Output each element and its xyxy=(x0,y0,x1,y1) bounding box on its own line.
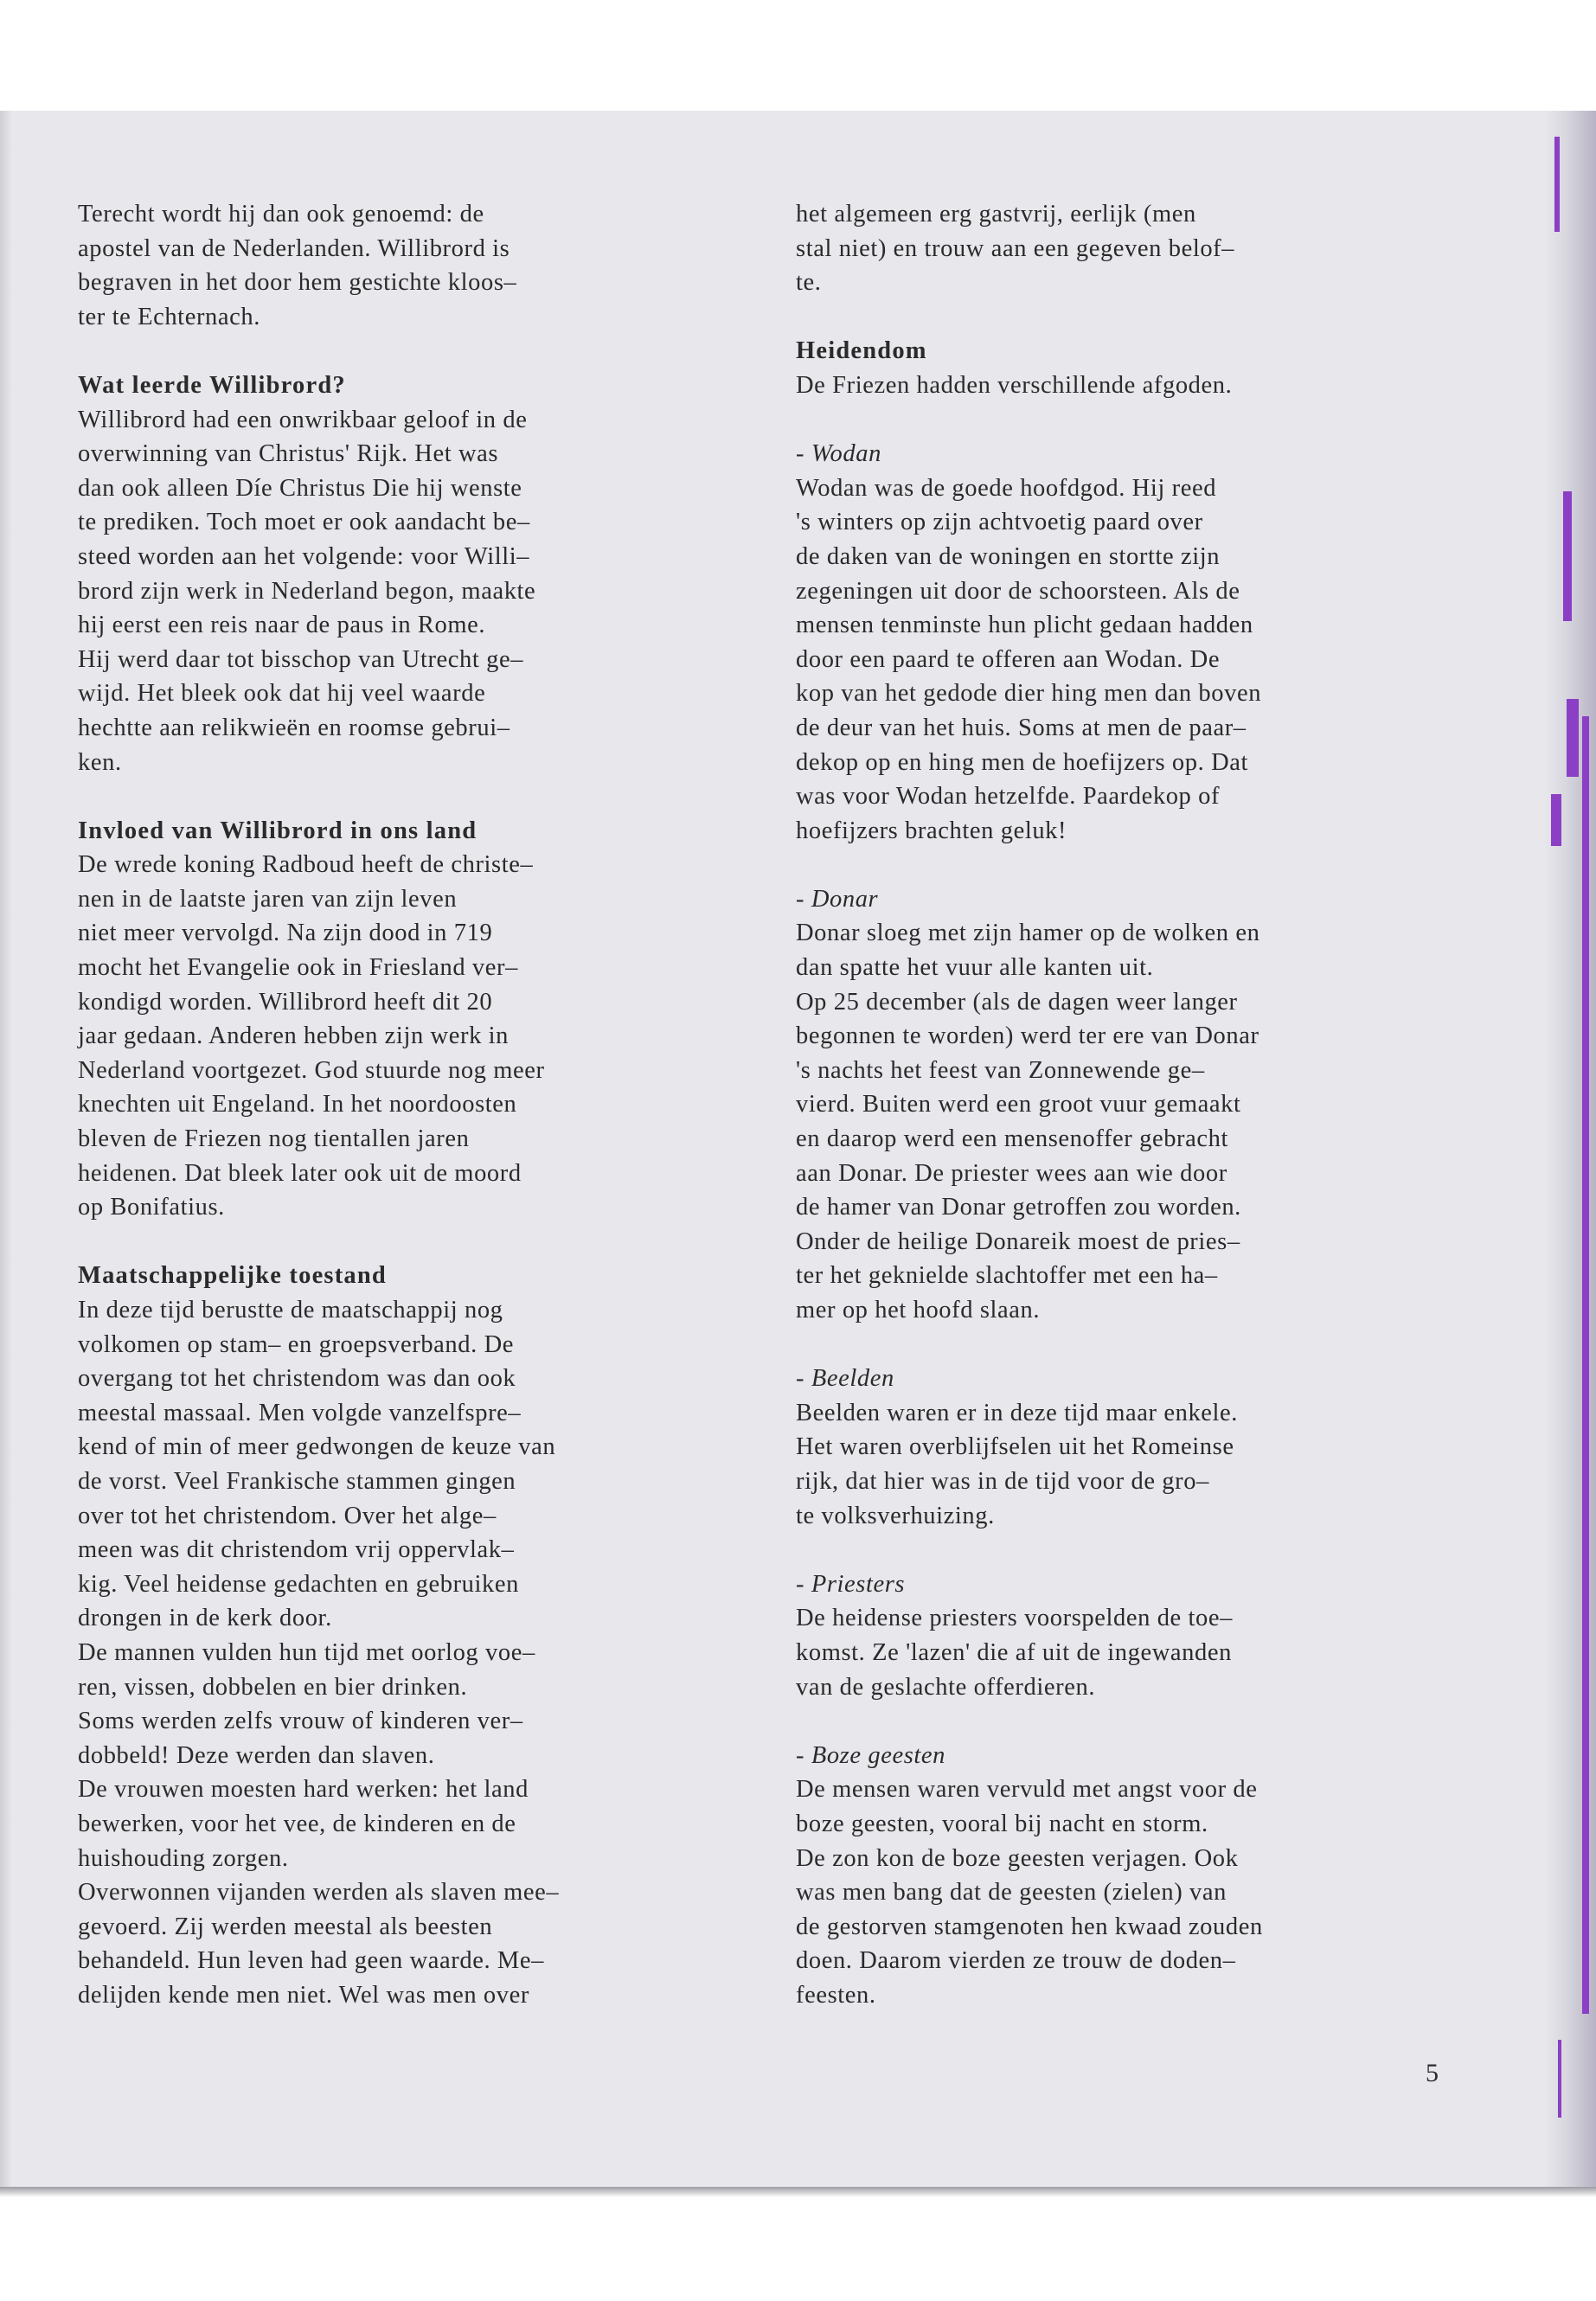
text-line: begonnen te worden) werd ter ere van Donar xyxy=(796,1022,1259,1050)
text-line: dan ook alleen Díe Christus Die hij wenste xyxy=(78,474,522,502)
text-line: nen in de laatste jaren van zijn leven xyxy=(78,885,458,913)
paragraph-gap xyxy=(796,1533,1453,1567)
text-line: Het waren overblijfselen uit het Romeinse xyxy=(796,1433,1234,1461)
text-line: 's nachts het feest van Zonnewende ge– xyxy=(796,1056,1205,1084)
text-line: Onder de heilige Donareik moest de pries– xyxy=(796,1227,1240,1255)
text-line: brord zijn werk in Nederland begon, maakte xyxy=(78,577,536,605)
paragraph-gap xyxy=(796,403,1453,438)
text-line: Soms werden zelfs vrouw of kinderen ver– xyxy=(78,1708,523,1735)
text-line: te prediken. Toch moet er ook aandacht be– xyxy=(78,509,530,536)
paragraph-gap xyxy=(78,334,748,369)
text-line: Overwonnen vijanden werden als slaven mee– xyxy=(78,1879,560,1907)
text-line: 's winters op zijn achtvoetig paard over xyxy=(796,509,1203,536)
paragraph-gap xyxy=(78,1225,748,1259)
text-line: doen. Daarom vierden ze trouw de doden– xyxy=(796,1947,1236,1975)
book-spine-edge xyxy=(1544,111,1596,2187)
text-line: ren, vissen, dobbelen en bier drinken. xyxy=(78,1673,468,1701)
paragraph-gap xyxy=(796,1328,1453,1362)
page-bottom-shadow xyxy=(0,2187,1596,2197)
text-line: kondigd worden. Willibrord heeft dit 20 xyxy=(78,988,493,1016)
text-line: dobbeld! Deze werden dan slaven. xyxy=(78,1741,435,1769)
text-line: jaar gedaan. Anderen hebben zijn werk in xyxy=(78,1022,510,1050)
text-line: De heidense priesters voorspelden de toe– xyxy=(796,1605,1233,1632)
paragraph-gap xyxy=(796,1704,1453,1739)
text-line: Willibrord had een onwrikbaar geloof in de xyxy=(78,406,528,433)
text-line: de gestorven stamgenoten hen kwaad zouden xyxy=(796,1913,1263,1940)
text-line: De mensen waren vervuld met angst voor de xyxy=(796,1776,1258,1804)
text-line: dekop op en hing men de hoefijzers op. Dat xyxy=(796,748,1249,776)
text-line: De vrouwen moesten hard werken: het land xyxy=(78,1776,529,1804)
text-line: zegeningen uit door de schoorsteen. Als de xyxy=(796,577,1240,605)
text-line: De Friezen hadden verschillende afgoden. xyxy=(796,371,1233,399)
paragraph-gap xyxy=(796,300,1453,335)
text-line: stal niet) en trouw aan een gegeven belof– xyxy=(796,234,1235,262)
text-line: feesten. xyxy=(796,1981,876,2009)
text-line: Beelden waren er in deze tijd maar enkele. xyxy=(796,1399,1239,1426)
text-line: kop van het gedode dier hing men dan boven xyxy=(796,680,1262,708)
text-line: bewerken, voor het vee, de kinderen en de xyxy=(78,1810,516,1837)
text-line: delijden kende men niet. Wel was men over xyxy=(78,1981,529,2009)
text-line: De mannen vulden hun tijd met oorlog voe– xyxy=(78,1638,535,1666)
text-line: steed worden aan het volgende: voor Willi– xyxy=(78,542,530,570)
page-edge-left xyxy=(0,111,12,2187)
text-line: huishouding zorgen. xyxy=(78,1844,289,1872)
text-line: kig. Veel heidense gedachten en gebruiken xyxy=(78,1570,519,1598)
text-line: te. xyxy=(796,269,822,297)
text-line: vierd. Buiten werd een groot vuur gemaakt xyxy=(796,1091,1241,1118)
text-line: drongen in de kerk door. xyxy=(78,1605,332,1632)
text-line: het algemeen erg gastvrij, eerlijk (men xyxy=(796,201,1196,228)
section-heading: Maatschappelijke toestand xyxy=(78,1262,387,1290)
text-line: volkomen op stam– en groepsverband. De xyxy=(78,1330,515,1358)
text-line: door een paard te offeren aan Wodan. De xyxy=(796,645,1221,673)
text-line: de hamer van Donar getroffen zou worden. xyxy=(796,1194,1241,1221)
right-column xyxy=(796,197,1453,2012)
text-line: te volksverhuizing. xyxy=(796,1502,995,1529)
text-line: op Bonifatius. xyxy=(78,1194,225,1221)
text-line: De zon kon de boze geesten verjagen. Ook xyxy=(796,1844,1239,1872)
text-line: meen was dit christendom vrij oppervlak– xyxy=(78,1536,515,1564)
page-number: 5 xyxy=(1426,2059,1439,2087)
text-line: rijk, dat hier was in de tijd voor de gro– xyxy=(796,1467,1209,1495)
text-line: ter het geknielde slachtoffer met een ha– xyxy=(796,1262,1218,1290)
text-line: gevoerd. Zij werden meestal als beesten xyxy=(78,1913,493,1940)
text-line: hoefijzers brachten geluk! xyxy=(796,817,1067,844)
text-line: apostel van de Nederlanden. Willibrord is xyxy=(78,234,510,262)
text-line: Hij werd daar tot bisschop van Utrecht ge– xyxy=(78,645,524,673)
text-line: begraven in het door hem gestichte kloos– xyxy=(78,269,517,297)
text-line: kend of min of meer gedwongen de keuze van xyxy=(78,1433,556,1461)
text-line: Donar sloeg met zijn hamer op de wolken en xyxy=(796,920,1260,947)
text-line: bleven de Friezen nog tientallen jaren xyxy=(78,1125,470,1153)
left-column xyxy=(78,197,748,2012)
text-line: mer op het hoofd slaan. xyxy=(796,1297,1041,1324)
text-line: komst. Ze 'lazen' die af uit de ingewanden xyxy=(796,1638,1232,1666)
paragraph-gap xyxy=(796,848,1453,882)
section-heading: Invloed van Willibrord in ons land xyxy=(78,817,478,844)
text-line: overwinning van Christus' Rijk. Het was xyxy=(78,440,499,468)
text-line: behandeld. Hun leven had geen waarde. Me– xyxy=(78,1947,544,1975)
text-line: De wrede koning Radboud heeft de christe– xyxy=(78,851,534,879)
text-line: van de geslachte offerdieren. xyxy=(796,1673,1096,1701)
section-heading: Heidendom xyxy=(796,337,927,365)
text-line: overgang tot het christendom was dan ook xyxy=(78,1365,516,1393)
text-line: de deur van het huis. Soms at men de paar– xyxy=(796,714,1247,741)
text-line: hij eerst een reis naar de paus in Rome. xyxy=(78,612,486,639)
subsection-title: - Donar xyxy=(796,885,879,913)
text-line: aan Donar. De priester wees aan wie door xyxy=(796,1159,1227,1187)
text-line: hechtte aan relikwieën en roomse gebrui– xyxy=(78,714,510,741)
text-line: dan spatte het vuur alle kanten uit. xyxy=(796,954,1154,982)
text-line: knechten uit Engeland. In het noordoosten xyxy=(78,1091,517,1118)
text-line: heidenen. Dat bleek later ook uit de moord xyxy=(78,1159,522,1187)
paragraph-gap xyxy=(78,779,748,814)
text-line: over tot het christendom. Over het alge– xyxy=(78,1502,497,1529)
text-line: Terecht wordt hij dan ook genoemd: de xyxy=(78,201,484,228)
subsection-title: - Beelden xyxy=(796,1365,894,1393)
text-line: mocht het Evangelie ook in Friesland ver– xyxy=(78,954,518,982)
subsection-title: - Priesters xyxy=(796,1570,906,1598)
section-heading: Wat leerde Willibrord? xyxy=(78,371,346,399)
text-line: Op 25 december (als de dagen weer langer xyxy=(796,988,1238,1016)
text-line: ter te Echternach. xyxy=(78,303,260,330)
text-line: was men bang dat de geesten (zielen) van xyxy=(796,1879,1227,1907)
subsection-title: - Boze geesten xyxy=(796,1741,945,1769)
text-line: meestal massaal. Men volgde vanzelfspre– xyxy=(78,1399,522,1426)
text-line: de vorst. Veel Frankische stammen gingen xyxy=(78,1467,516,1495)
text-line: In deze tijd berustte de maatschappij nog xyxy=(78,1297,503,1324)
text-line: niet meer vervolgd. Na zijn dood in 719 xyxy=(78,920,493,947)
text-line: Nederland voortgezet. God stuurde nog meer xyxy=(78,1056,545,1084)
text-line: de daken van de woningen en stortte zijn xyxy=(796,542,1221,570)
text-line: ken. xyxy=(78,748,122,776)
text-line: wijd. Het bleek ook dat hij veel waarde xyxy=(78,680,486,708)
text-line: boze geesten, vooral bij nacht en storm. xyxy=(796,1810,1208,1837)
text-line: was voor Wodan hetzelfde. Paardekop of xyxy=(796,783,1221,811)
text-line: en daarop werd een mensenoffer gebracht xyxy=(796,1125,1229,1153)
subsection-title: - Wodan xyxy=(796,440,881,468)
text-line: Wodan was de goede hoofdgod. Hij reed xyxy=(796,474,1217,502)
text-line: mensen tenminste hun plicht gedaan hadden xyxy=(796,612,1253,639)
